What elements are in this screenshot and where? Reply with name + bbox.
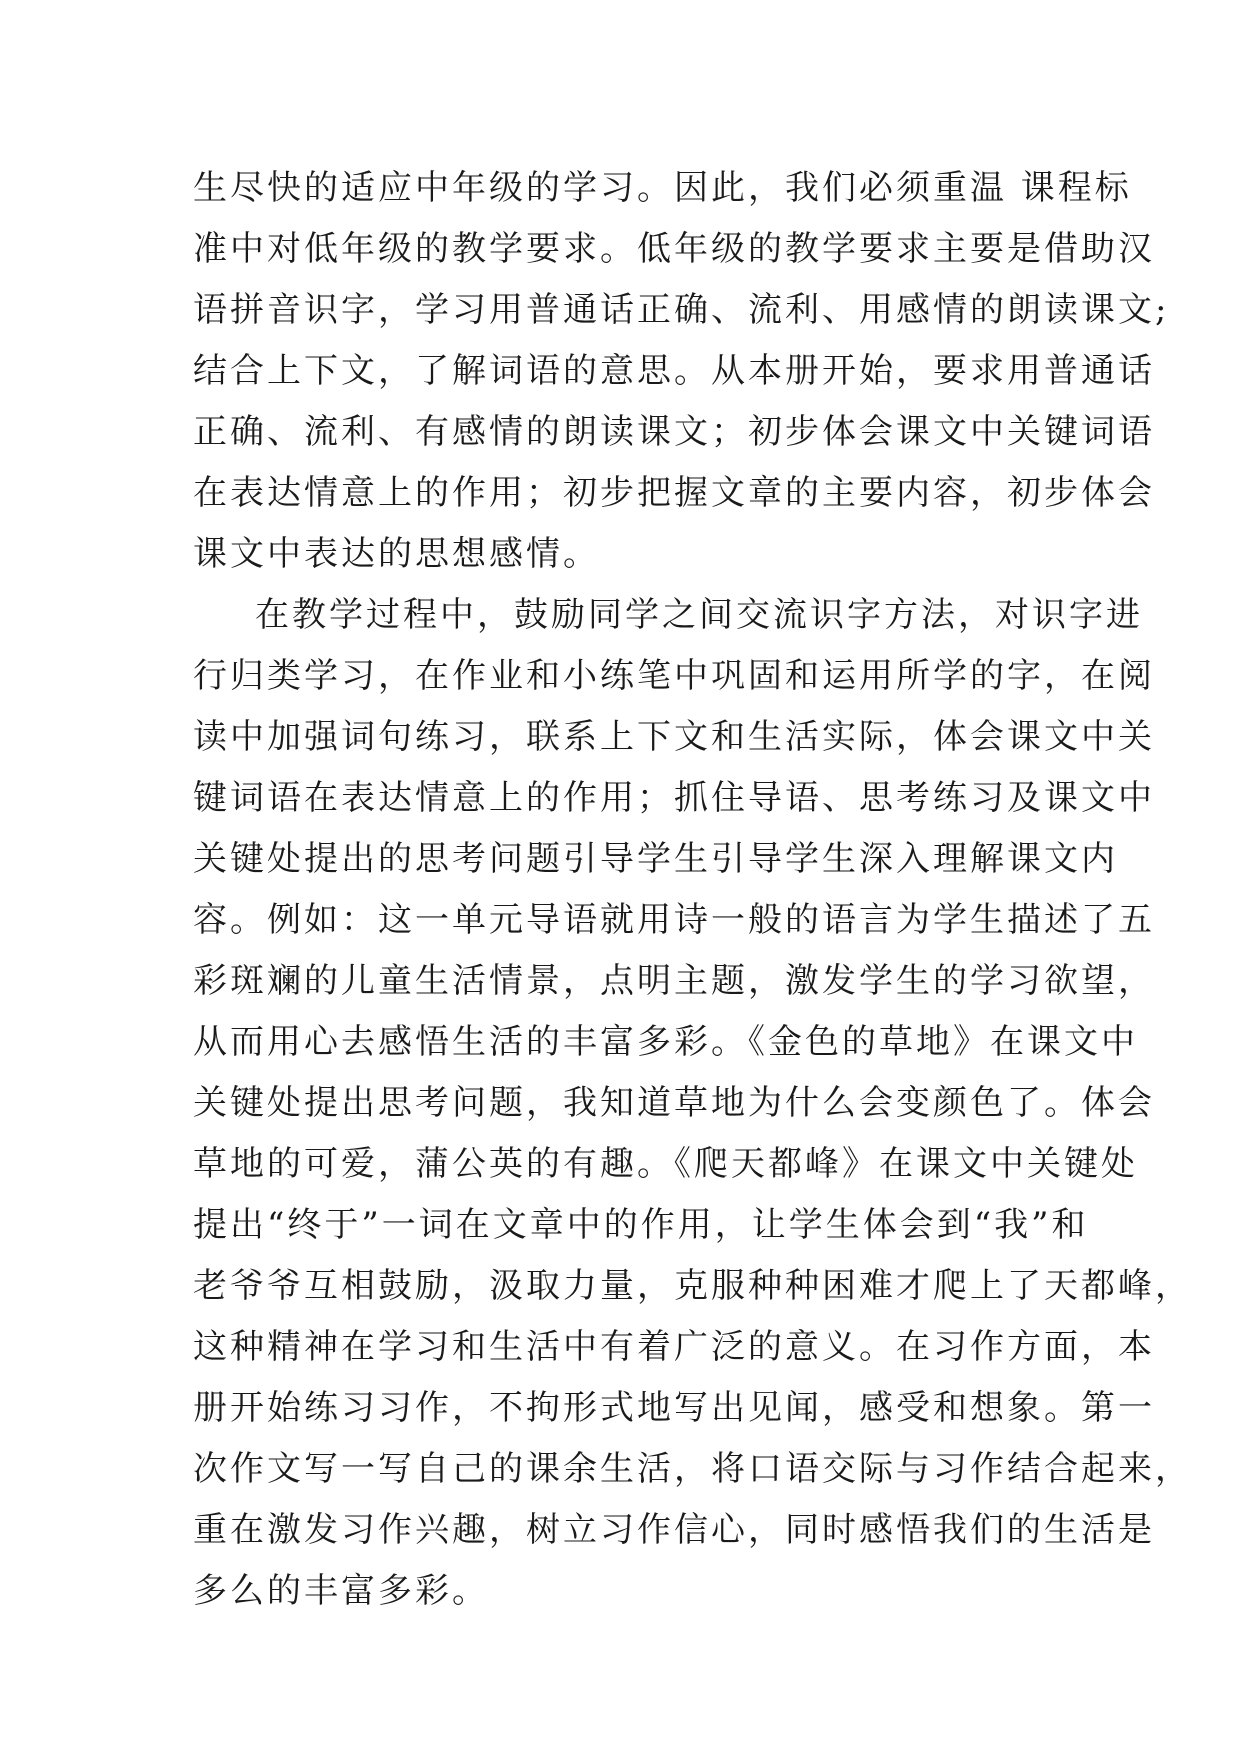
paragraph-line: 关键处提出的思考问题引导学生引导学生深入理解课文内 [193, 839, 1118, 879]
paragraph-line: 结合上下文，了解词语的意思。从本册开始，要求用普通话 [193, 351, 1155, 391]
paragraph-1 [193, 158, 1170, 585]
paragraph-line: 语拼音识字，学习用普通话正确、流利、用感情的朗读课文; [193, 290, 1170, 330]
body-text [193, 158, 1192, 1622]
paragraph-line: 在表达情意上的作用；初步把握文章的主要内容，初步体会 [193, 473, 1155, 513]
paragraph-line: 课文中表达的思想感情。 [193, 534, 600, 574]
paragraph-line: 从而用心去感悟生活的丰富多彩。《金色的草地》在课文中 [193, 1022, 1138, 1062]
paragraph-line: 册开始练习习作，不拘形式地写出见闻，感受和想象。第一 [193, 1388, 1155, 1428]
paragraph-line: 次作文写一写自己的课余生活，将口语交际与习作结合起来， [193, 1449, 1192, 1489]
paragraph-2 [193, 585, 1192, 1622]
paragraph-line: 生尽快的适应中年级的学习。因此，我们必须重温 课程标 [193, 168, 1132, 208]
paragraph-line: 关键处提出思考问题，我知道草地为什么会变颜色了。体会 [193, 1083, 1155, 1123]
paragraph-line: 容。例如：这一单元导语就用诗一般的语言为学生描述了五 [193, 900, 1155, 940]
paragraph-line: 正确、流利、有感情的朗读课文；初步体会课文中关键词语 [193, 412, 1155, 452]
paragraph-line: 准中对低年级的教学要求。低年级的教学要求主要是借助汉 [193, 229, 1155, 269]
paragraph-line: 键词语在表达情意上的作用；抓住导语、思考练习及课文中 [193, 778, 1155, 818]
paragraph-line: 草地的可爱，蒲公英的有趣。《爬天都峰》在课文中关键处 [193, 1144, 1138, 1184]
paragraph-line: 彩斑斓的儿童生活情景，点明主题，激发学生的学习欲望， [193, 961, 1155, 1001]
paragraph-line: 读中加强词句练习，联系上下文和生活实际，体会课文中关 [193, 717, 1155, 757]
paragraph-line: 行归类学习，在作业和小练笔中巩固和运用所学的字，在阅 [193, 656, 1155, 696]
paragraph-line: 这种精神在学习和生活中有着广泛的意义。在习作方面，本 [193, 1327, 1155, 1367]
paragraph-line: 老爷爷互相鼓励，汲取力量，克服种种困难才爬上了天都峰， [193, 1266, 1192, 1306]
paragraph-line: 提出“终于”一词在文章中的作用，让学生体会到“我”和 [193, 1205, 1089, 1245]
paragraph-line: 多么的丰富多彩。 [193, 1571, 489, 1611]
paragraph-line: 重在激发习作兴趣，树立习作信心，同时感悟我们的生活是 [193, 1510, 1155, 1550]
paragraph-first-line: 在教学过程中，鼓励同学之间交流识字方法，对识字进 [255, 595, 1143, 635]
